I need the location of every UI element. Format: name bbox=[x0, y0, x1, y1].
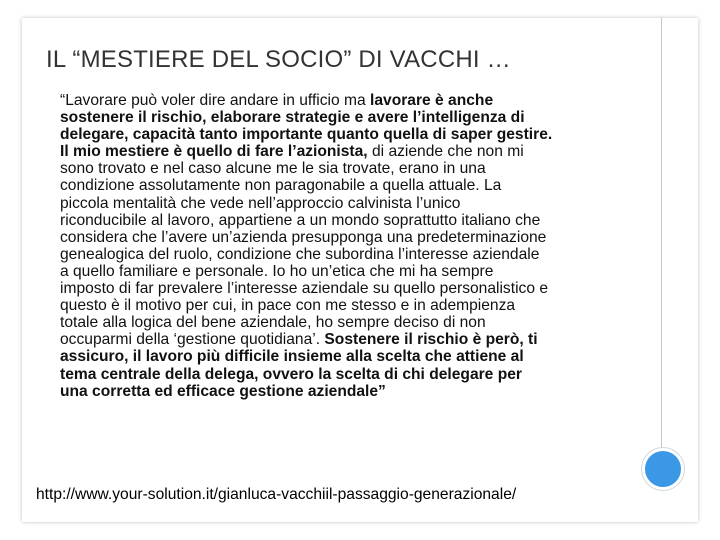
quote-line bbox=[60, 160, 660, 177]
quote-text: sono trovato e nel caso alcune me le sia trovate, erano in una bbox=[60, 160, 486, 178]
quote-line bbox=[60, 331, 660, 348]
quote-line bbox=[60, 126, 660, 143]
quote-text: occuparmi della ‘gestione quotidiana’. bbox=[60, 331, 325, 349]
quote-bold-text: Sostenere il rischio è però, ti bbox=[324, 331, 538, 349]
quote-text: genealogica del ruolo, condizione che subordina l’interesse aziendale bbox=[60, 245, 540, 263]
quote-bold-text: sostenere il rischio, elaborare strategie e avere l’intelligenza di bbox=[60, 109, 525, 127]
quote-text: considera che l’avere un’azienda presupponga una predeterminazione bbox=[60, 228, 547, 246]
quote-line bbox=[60, 177, 660, 194]
quote-text: piccola mentalità che vede nell’approccio calvinista l’unico bbox=[60, 194, 461, 212]
quote-text: di aziende che non mi bbox=[367, 143, 524, 161]
quote-bold-text: lavorare è anche bbox=[370, 92, 494, 109]
quote-line bbox=[60, 383, 660, 400]
quote-bold-text: assicuro, il lavoro più difficile insieme alla scelta che attiene al bbox=[60, 348, 524, 366]
quote-line bbox=[60, 348, 660, 365]
quote-line bbox=[60, 195, 660, 212]
quote-bold-text: delegare, capacità tanto importante quanto quella di saper gestire. bbox=[60, 126, 553, 144]
quote-text: a quello familiare e personale. Io ho un’etica che mi ha sempre bbox=[60, 262, 494, 280]
quote-line bbox=[60, 109, 660, 126]
quote-line bbox=[60, 280, 660, 297]
quote-text: condizione assolutamente non paragonabile a quella attuale. La bbox=[60, 177, 502, 195]
quote-line bbox=[60, 246, 660, 263]
quote-text: riconducibile al lavoro, appartiene a un mondo soprattutto italiano che bbox=[60, 211, 541, 229]
decorative-divider bbox=[661, 18, 662, 450]
quote-text: imposto di far prevalere l’interesse aziendale su quello personalistico e bbox=[60, 280, 549, 298]
quote-bold-text: una corretta ed efficace gestione aziendale” bbox=[60, 382, 386, 400]
quote-line bbox=[60, 263, 660, 280]
quote-text: totale alla logica del bene aziendale, ho sempre deciso di non bbox=[60, 314, 486, 332]
quote-text: questo è il motivo per cui, in pace con me stesso e in adempienza bbox=[60, 297, 516, 315]
decorative-circle-icon bbox=[642, 448, 684, 490]
quote-bold-text: Il mio mestiere è quello di fare l’azionista, bbox=[60, 143, 368, 161]
source-url: http://www.your-solution.it/gianluca-vacchiil-passaggio-generazionale/ bbox=[36, 486, 517, 503]
slide-title: IL “MESTIERE DEL SOCIO” DI VACCHI … bbox=[46, 46, 511, 73]
quote-line bbox=[60, 212, 660, 229]
quote-line bbox=[60, 297, 660, 314]
quote-line bbox=[60, 229, 660, 246]
quote-body bbox=[60, 92, 660, 400]
quote-text: “Lavorare può voler dire andare in ufficio ma bbox=[60, 92, 371, 109]
quote-line bbox=[60, 92, 660, 109]
quote-line bbox=[60, 143, 660, 160]
quote-line bbox=[60, 314, 660, 331]
quote-bold-text: tema centrale della delega, ovvero la scelta di chi delegare per bbox=[60, 365, 522, 383]
quote-line bbox=[60, 366, 660, 383]
